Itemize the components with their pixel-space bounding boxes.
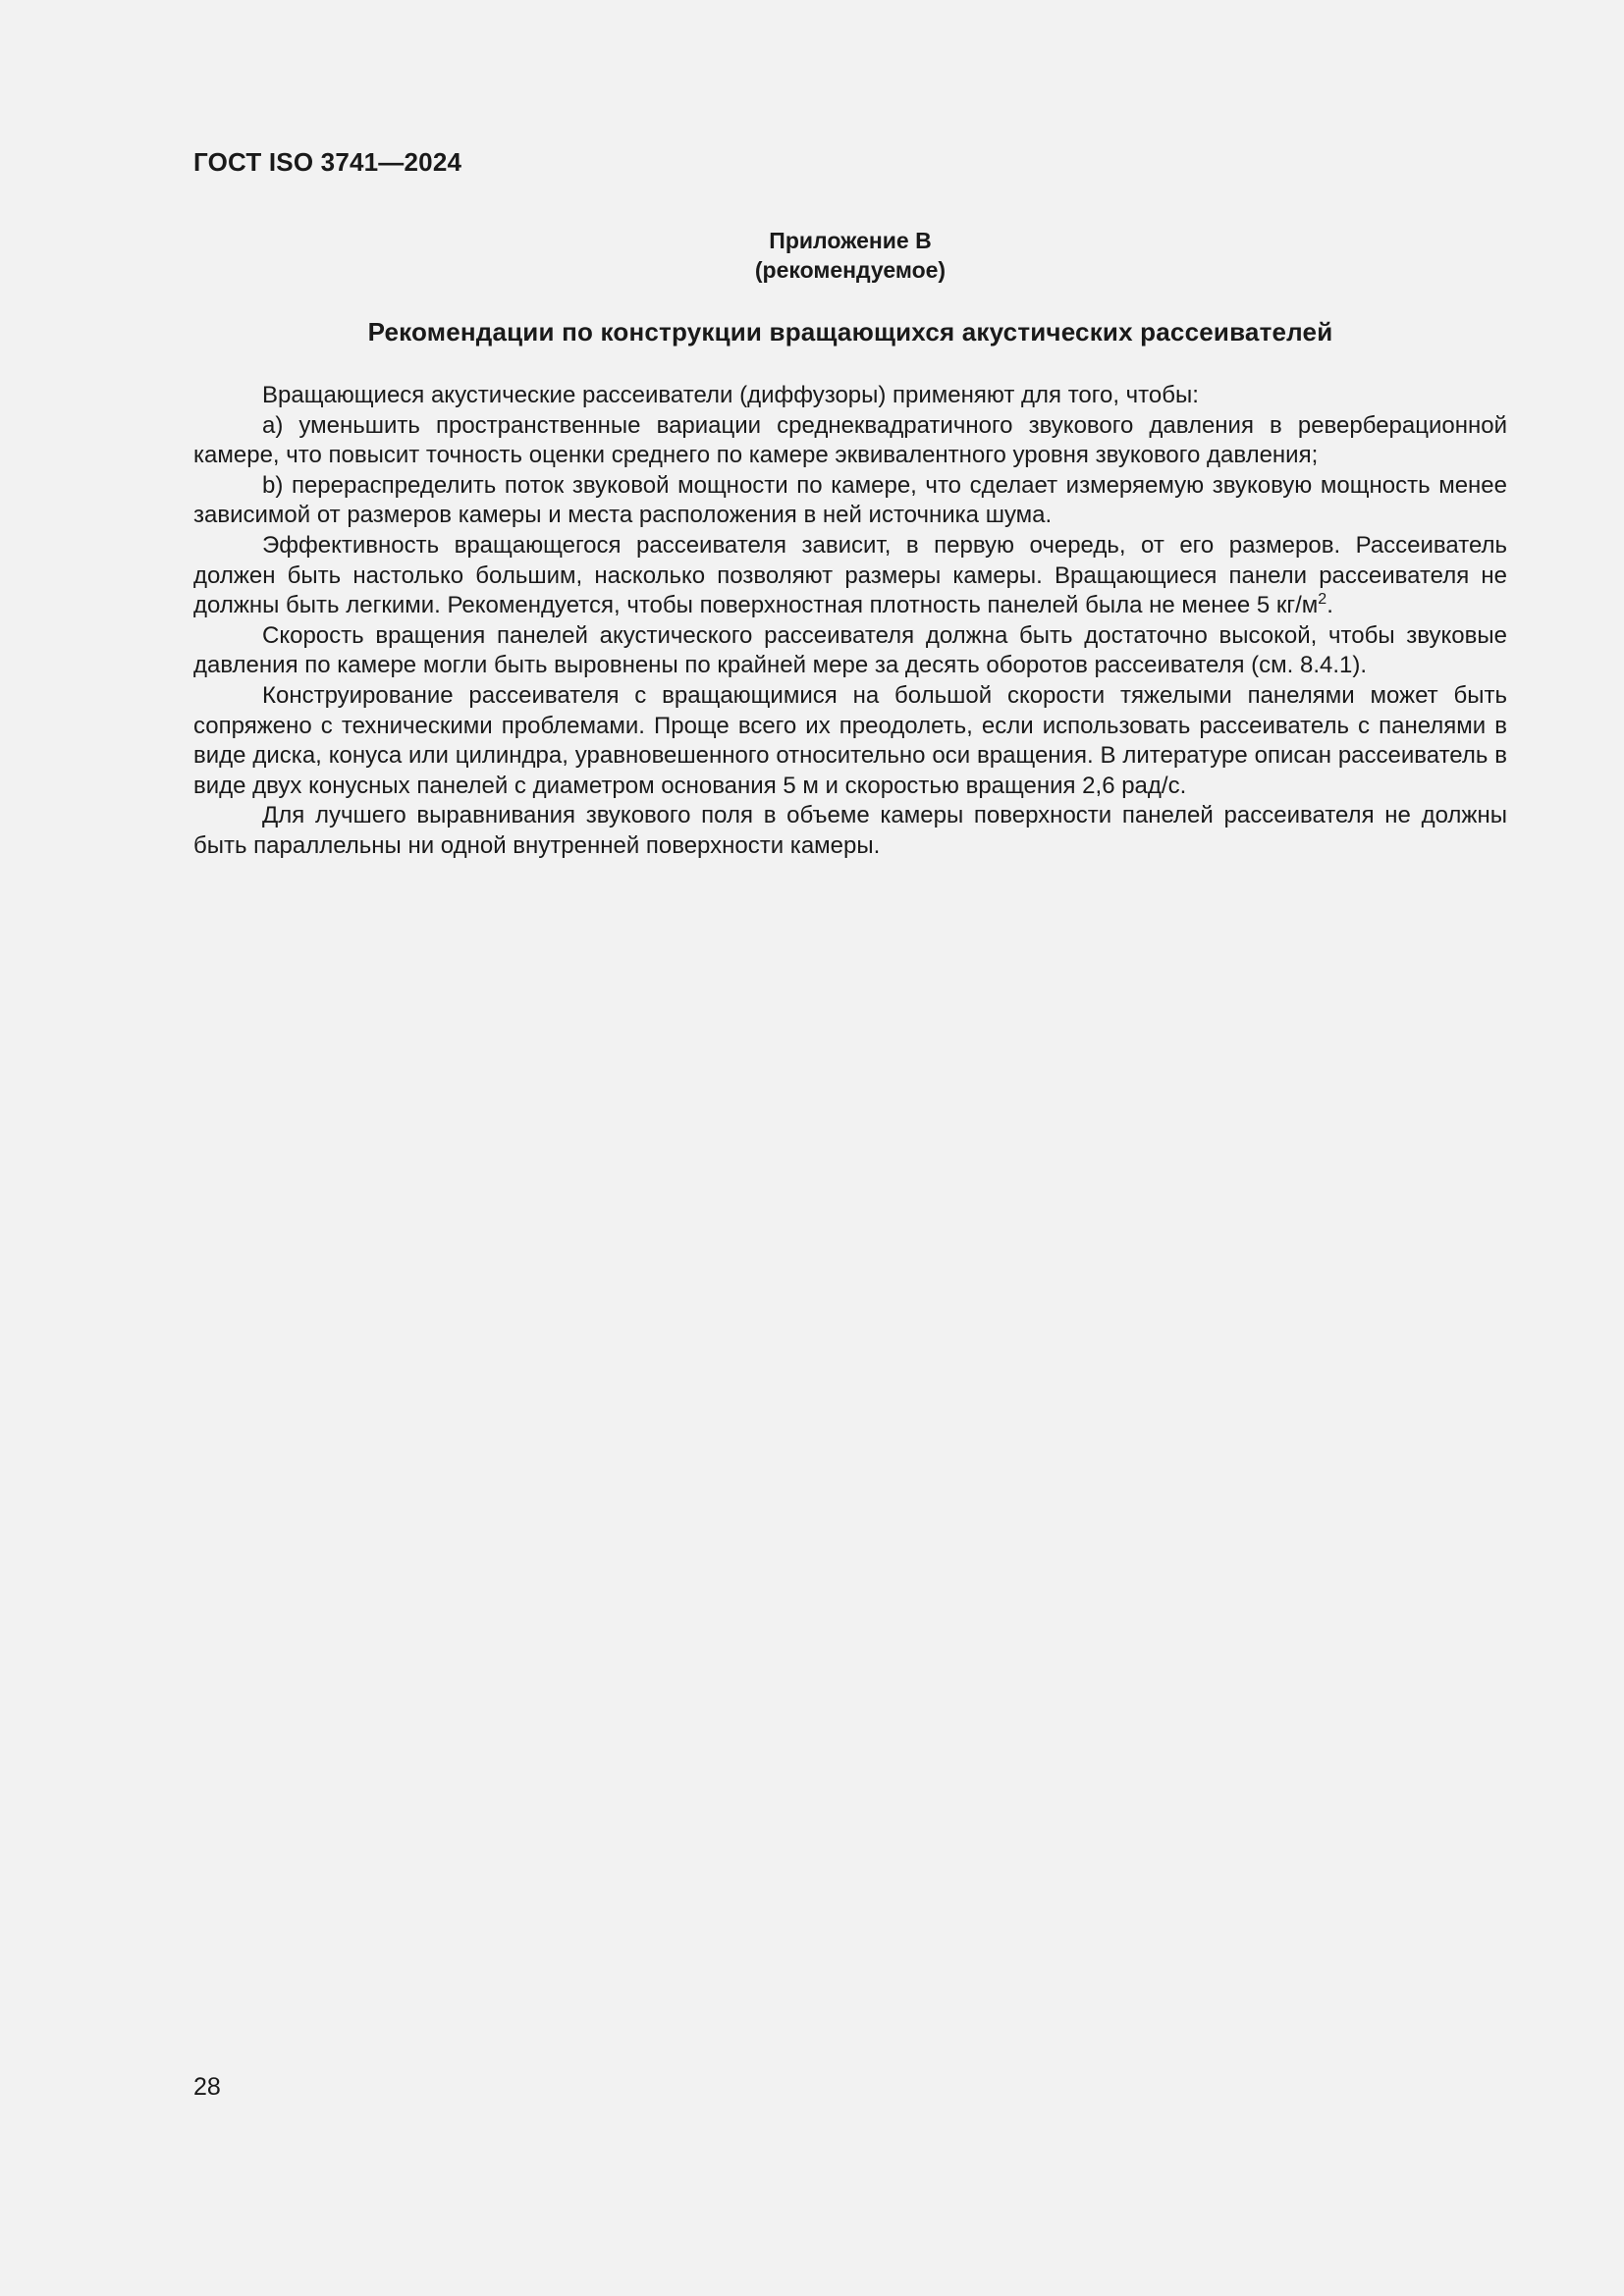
document-body [193,381,1507,862]
paragraph-rotation-speed: Скорость вращения панелей акустического рассеивателя должна быть достаточно высокой, чтобы звуковые давления по камере могли быть выровнены по крайней мере за десять оборотов рассеивателя (см. 8.4.1). [193,621,1507,679]
page-number: 28 [193,2073,221,2101]
paragraph-effectiveness [193,531,1507,621]
list-item-b: b) перераспределить поток звуковой мощности по камере, что сделает измеряемую звуковую мощность менее зависимой от размеров камеры и места расположения в ней источника шума. [193,471,1507,529]
unit-exponent: 2 [1318,591,1327,609]
appendix-status: (рекомендуемое) [754,257,947,283]
sentence-end: . [1326,592,1333,619]
list-item-a: а) уменьшить пространственные вариации среднеквадратичного звукового давления в реверберационной камере, что повысит точность оценки среднего по камере эквивалентного уровня звукового давления; [193,411,1507,469]
appendix-heading [193,226,1507,285]
document-header-standard-id: ГОСТ ISO 3741—2024 [193,147,462,177]
paragraph-intro: Вращающиеся акустические рассеиватели (диффузоры) применяют для того, чтобы: [262,382,1199,408]
paragraph-construction: Конструирование рассеивателя с вращающимися на большой скорости тяжелыми панелями может быть сопряжено с техническими проблемами. Проще всего их преодолеть, если использовать рассеиватель с панелями в виде диска, конуса или цилиндра, уравновешенного относительно оси вращения. В литературе описан рассеиватель в виде двух конусных панелей с диаметром основания 5 м и скоростью вращения 2,6 рад/с. [193,681,1507,799]
section-title: Рекомендации по конструкции вращающихся акустических рассеивателей [367,317,1333,347]
paragraph-effectiveness-text: Эффективность вращающегося рассеивателя зависит, в первую очередь, от его размеров. Рассеиватель должен быть настолько большим, насколько позволяют размеры камеры. Вращающиеся панели рассеивателя не должны быть легкими. Рекомендуется, чтобы поверхностная плотность панелей была не менее 5 кг/м [193,531,1507,619]
paragraph-field-alignment: Для лучшего выравнивания звукового поля в объеме камеры поверхности панелей рассеивателя не должны быть параллельны ни одной внутренней поверхности камеры. [193,802,1507,859]
appendix-label: Приложение В [769,228,932,253]
